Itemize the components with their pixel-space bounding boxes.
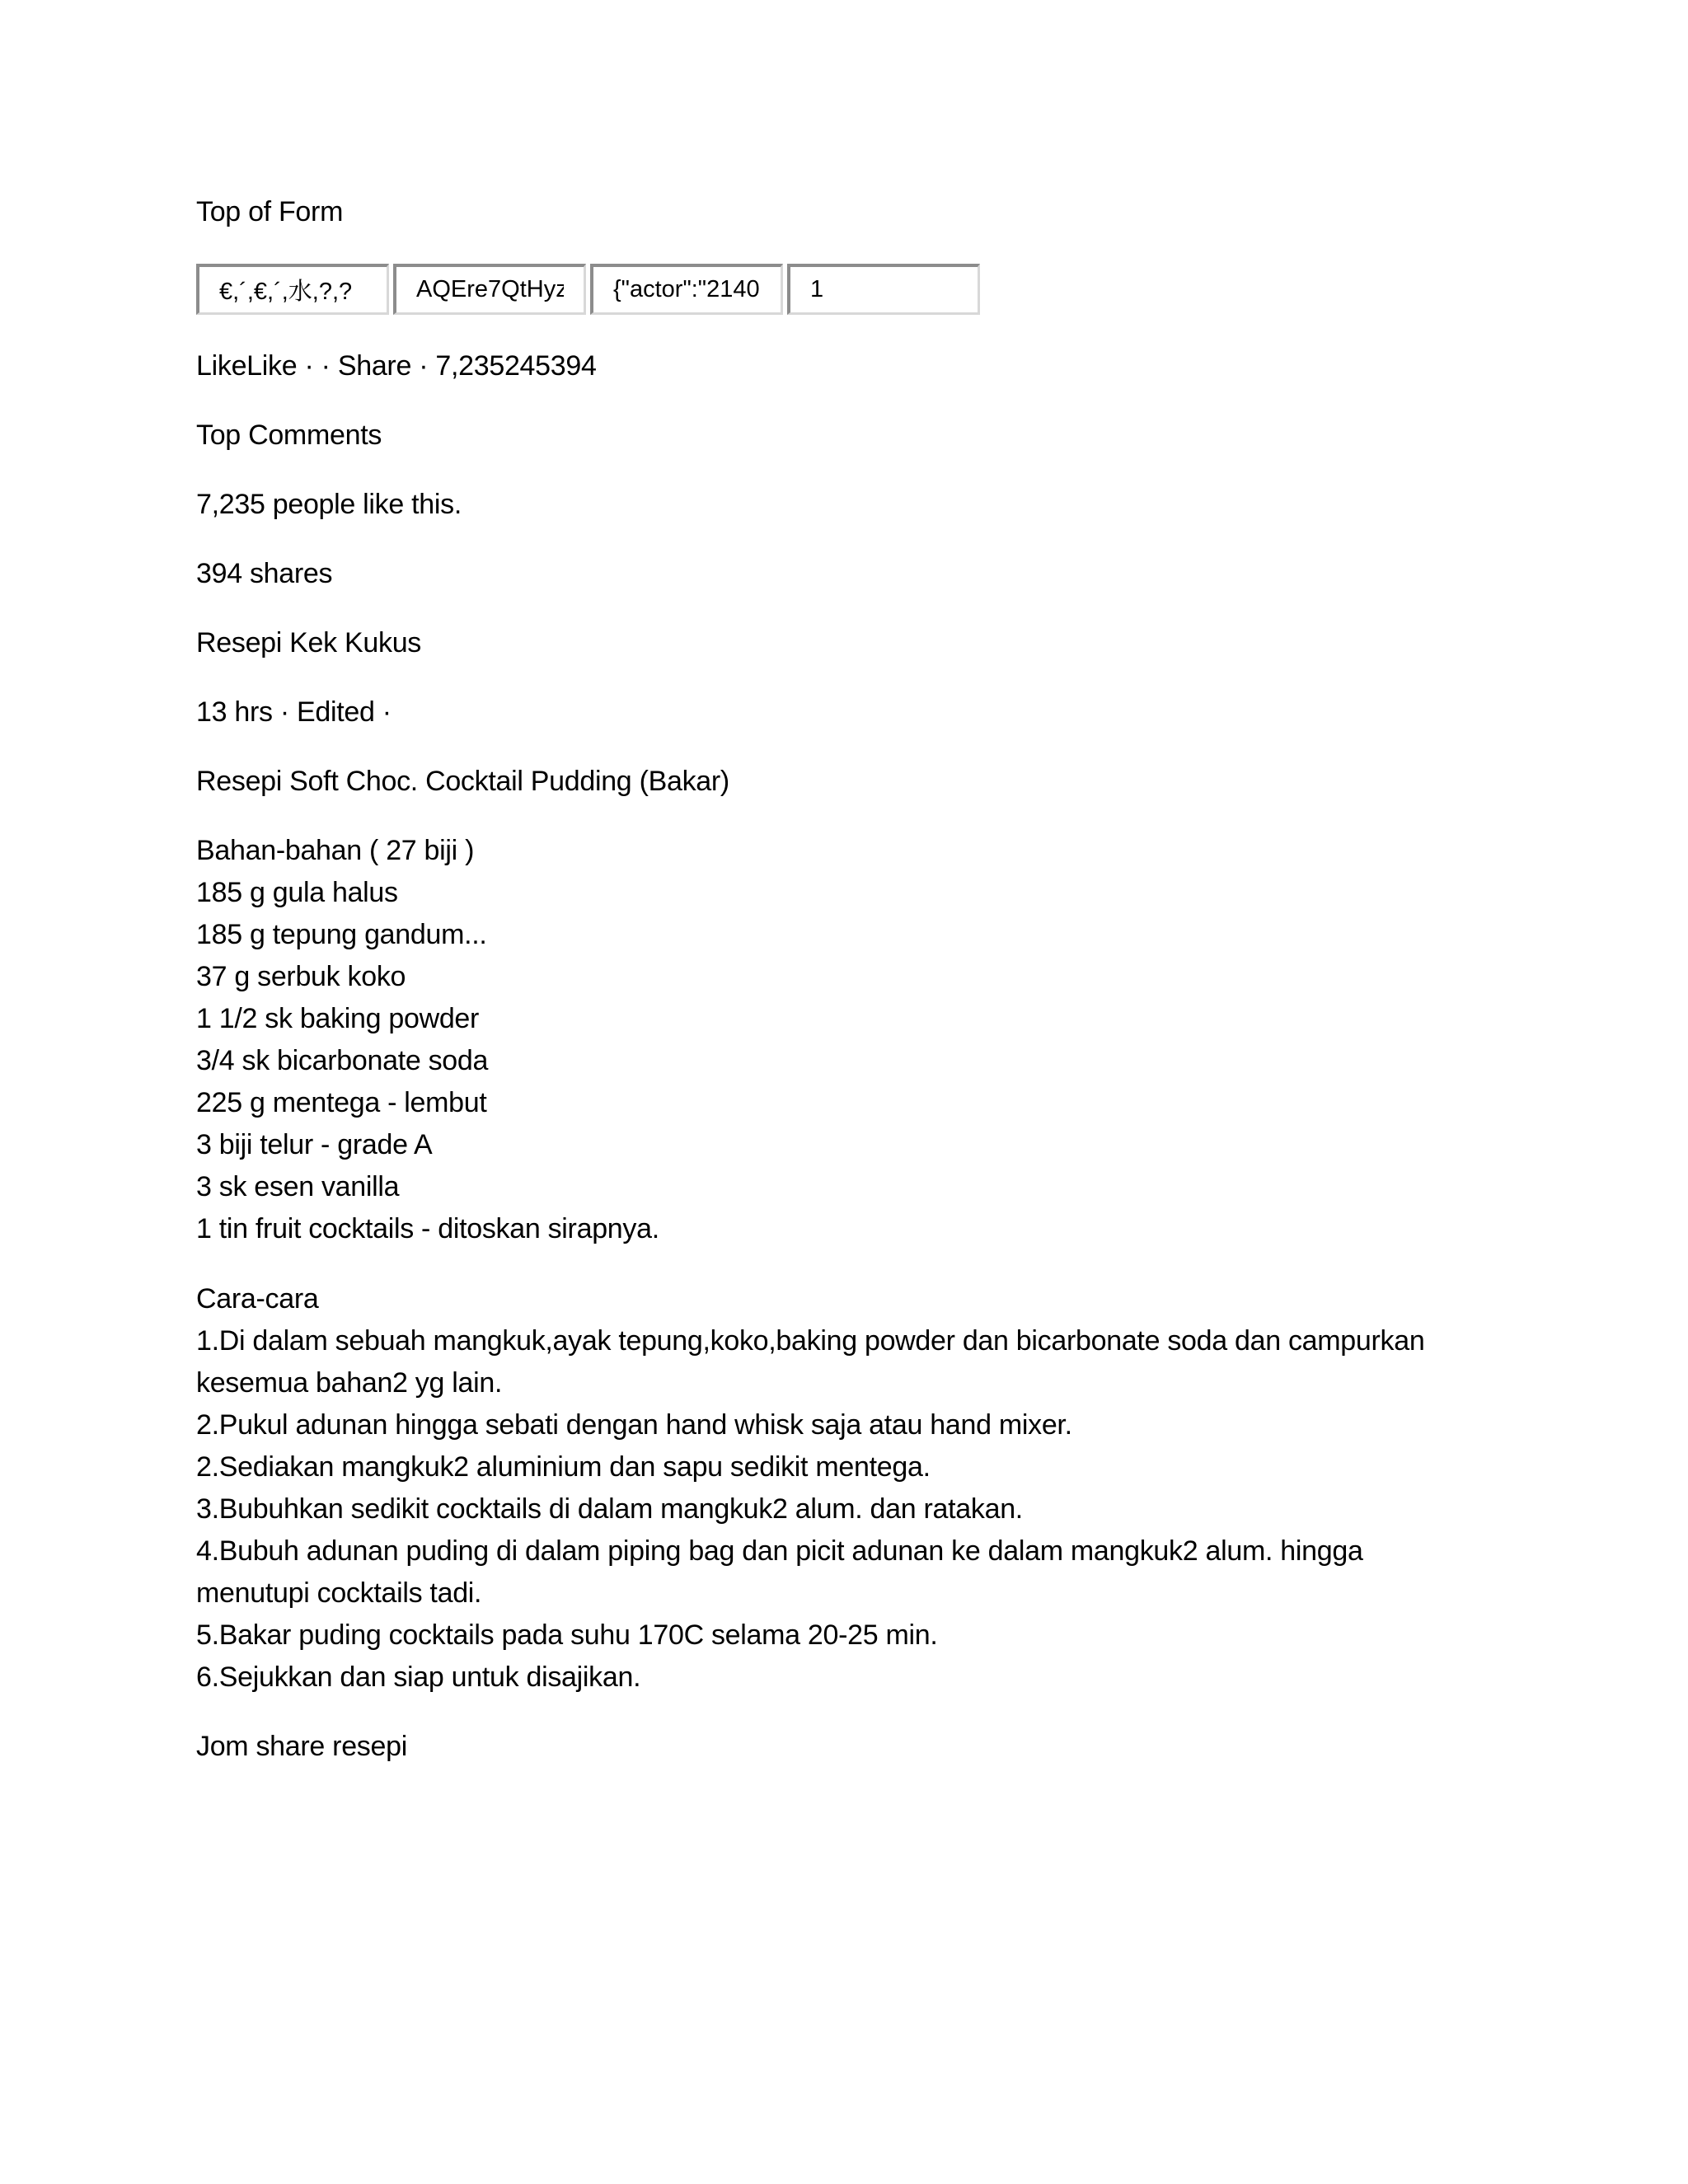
method-line: 5.Bakar puding cocktails pada suhu 170C selama 20-25 min. (196, 1619, 938, 1651)
method-heading: Cara-cara (196, 1283, 319, 1315)
hidden-form-fields (196, 264, 980, 315)
shares-count: 394 shares (196, 558, 333, 589)
ingredient-item: 225 g mentega - lembut (196, 1087, 487, 1118)
method-line: 1.Di dalam sebuah mangkuk,ayak tepung,koko,baking powder dan bicarbonate soda dan campurkan (196, 1325, 1425, 1357)
method-line: menutupi cocktails tadi. (196, 1577, 482, 1609)
like-share-actions[interactable]: LikeLike · · Share · 7,235245394 (196, 350, 597, 382)
ingredient-item: 3 biji telur - grade A (196, 1129, 433, 1160)
ingredients-heading: Bahan-bahan ( 27 biji ) (196, 835, 475, 866)
method-line: 2.Pukul adunan hingga sebati dengan hand whisk saja atau hand mixer. (196, 1409, 1072, 1441)
top-comments-label[interactable]: Top Comments (196, 419, 382, 451)
method-line: 6.Sejukkan dan siap untuk disajikan. (196, 1661, 641, 1693)
ingredient-item: 3/4 sk bicarbonate soda (196, 1045, 489, 1076)
page-name[interactable]: Resepi Kek Kukus (196, 627, 422, 658)
ingredient-item: 3 sk esen vanilla (196, 1171, 400, 1202)
closing-text: Jom share resepi (196, 1731, 407, 1762)
ingredient-item: 1 1/2 sk baking powder (196, 1003, 480, 1034)
likes-count: 7,235 people like this. (196, 489, 462, 520)
post-meta: 13 hrs · Edited · (196, 696, 392, 728)
ingredient-item: 185 g gula halus (196, 877, 398, 908)
ingredient-item: 185 g tepung gandum... (196, 919, 487, 950)
form-field-4[interactable] (787, 264, 980, 315)
method-line: kesemua bahan2 yg lain. (196, 1367, 503, 1399)
top-of-form-label: Top of Form (196, 196, 344, 227)
method-line: 4.Bubuh adunan puding di dalam piping bag dan picit adunan ke dalam mangkuk2 alum. hingga (196, 1535, 1363, 1567)
ingredient-item: 1 tin fruit cocktails - ditoskan sirapnya. (196, 1213, 659, 1244)
form-field-2[interactable] (393, 264, 586, 315)
method-line: 2.Sediakan mangkuk2 aluminium dan sapu sedikit mentega. (196, 1451, 931, 1483)
post-title: Resepi Soft Choc. Cocktail Pudding (Bakar) (196, 766, 729, 797)
ingredient-item: 37 g serbuk koko (196, 961, 406, 992)
form-field-3[interactable] (590, 264, 783, 315)
form-field-1[interactable] (196, 264, 389, 315)
method-line: 3.Bubuhkan sedikit cocktails di dalam mangkuk2 alum. dan ratakan. (196, 1493, 1023, 1525)
